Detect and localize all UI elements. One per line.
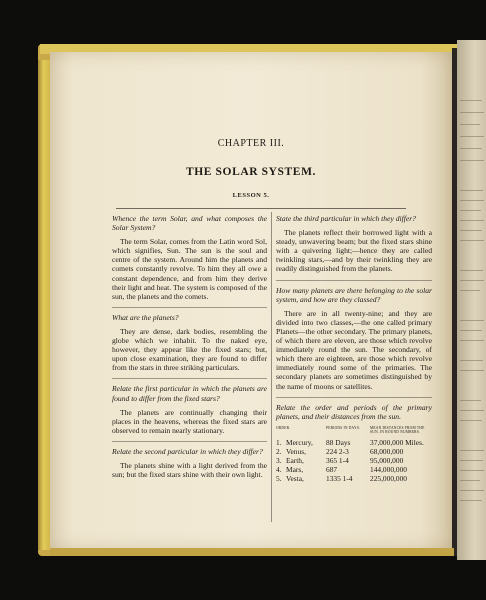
table-row [276,474,430,483]
answer-solar-system: The term Solar, comes from the Latin word Sol, which signifies, Sun. The sun is the soul and centre of the system. Around him the planets and comets constantly revolve. To him they all owe a constant dependence, and from him they derive their light and heat. The system is composed of the sun, the planets and the comets. [112,237,267,301]
answer-third-particular: The planets reflect their borrowed light with a steady, unwavering beam; but the fixed stars shine with a quivering light;—hence they are called twinkling stars,—and by their twinkling they are readily distinguished from the planets. [276,228,432,274]
chapter-heading: CHAPTER III. [217,138,285,149]
section-rule [276,280,432,281]
lesson-heading: LESSON 5. [232,192,270,199]
book-cover-bottom-edge [50,548,454,556]
section-rule [112,307,267,308]
column-divider [271,212,272,522]
page-title: THE SOLAR SYSTEM. [185,166,317,178]
table-row [276,438,430,447]
question-first-particular: Relate the first particular in which the planets are found to differ from the fixed stars? [112,384,267,403]
question-order-periods: Relate the order and periods of the primary planets, and their distances from the sun. [276,402,432,421]
planet-period: 1335 1-4 [326,473,353,483]
planet-period: 88 Days [326,437,351,447]
table-header-periods: PERIODS IN DAYS. [326,425,361,430]
answer-first-particular: The planets are continually changing their places in the heavens, whereas the fixed stars are observed to remain nearly stationary. [112,407,267,435]
planet-distance: 95,000,000 [370,455,404,465]
planet-distance: 144,000,000 [370,464,407,474]
table-row [276,447,430,456]
planet-period: 687 [326,464,338,474]
adjacent-page [457,40,486,560]
planet-period: 224 2-3 [326,446,349,456]
planet-name: Mercury, [286,437,313,447]
book-page [50,52,452,550]
planet-name: Mars, [286,464,304,474]
planet-order: 1. [276,437,282,447]
table-row [276,456,430,465]
section-rule [276,397,432,398]
heading-rule [116,208,406,209]
question-planets: What are the planets? [112,312,179,322]
question-second-particular: Relate the second particular in which they differ? [112,446,263,456]
table-header-order: ORDER. [276,425,291,430]
section-rule [112,378,267,379]
answer-planet-count: There are in all twenty-nine; and they are divided into two classes,—the one called primary Planets—the other secondary. The primary planets, of which there are eleven, are those which revolve immediately round the sun. The secondary, of which there are eighteen, are those which revolve immediately round some of the primaries. The secondary planets are sometimes distinguished by the name of moons or satellites. [276,308,432,391]
left-column [112,214,267,485]
table-header-distances: MEAN DISTANCES FROM THE SUN, IN ROUND NUMBERS. [370,425,425,435]
answer-second-particular: The planets shine with a light derived from the sun; but the fixed stars shine with their own light. [112,460,267,480]
planet-periods-table [276,426,430,483]
planet-name: Earth, [286,455,304,465]
planet-distance: 37,000,000 Miles. [370,437,424,447]
planet-name: Venus, [286,446,306,456]
planet-order: 3. [276,455,282,465]
planet-name: Vesta, [286,473,304,483]
question-solar-system: Whence the term Solar, and what composes the Solar System? [112,214,267,233]
planet-order: 2. [276,446,282,456]
planet-distance: 68,000,000 [370,446,404,456]
right-column [276,214,432,483]
section-rule [112,441,267,442]
question-third-particular: State the third particular in which they differ? [276,214,416,223]
planet-order: 4. [276,464,282,474]
planet-distance: 225,000,000 [370,473,407,483]
question-planet-count: How many planets are there belonging to the solar system, and how are they classed? [276,285,432,304]
answer-planets: They are dense, dark bodies, resembling the globe which we inhabit. To the naked eye, however, they appear like the fixed stars; but, upon close examination, they are found to differ from the stars in three striking particulars. [112,326,267,373]
planet-period: 365 1-4 [326,455,349,465]
table-row [276,465,430,474]
planet-order: 5. [276,473,282,483]
